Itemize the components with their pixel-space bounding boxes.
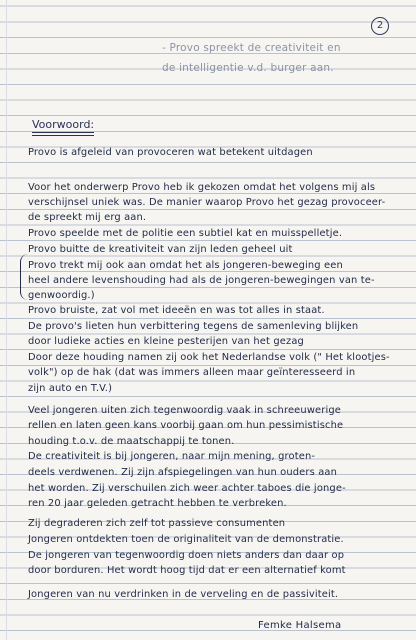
text-line: Provo is afgeleid van provoceren wat betekent uitdagen <box>28 147 313 158</box>
text-line: het worden. Zij verschuilen zich weer achter taboes die jonge- <box>28 483 346 494</box>
text-line: houding t.o.v. de maatschappij te tonen. <box>28 436 235 447</box>
text-line: Provo buitte de kreativiteit van zijn leden geheel uit <box>28 244 293 255</box>
text-line: Provo speelde met de politie een subtiel kat en muisspelletje. <box>28 228 343 239</box>
text-line: Door deze houding namen zij ook het Nederlandse volk (" Het klootjes- <box>28 352 390 363</box>
text-line: verschijnsel uniek was. De manier waarop Provo het gezag provoceer- <box>28 197 386 208</box>
page-number: 2 <box>371 17 389 35</box>
text-line: Provo trekt mij ook aan omdat het als jongeren-beweging een <box>28 260 343 271</box>
margin-line <box>6 0 7 640</box>
text-line: Zij degraderen zich zelf tot passieve consumenten <box>28 518 286 529</box>
text-line: Jongeren van nu verdrinken in de verveling en de passiviteit. <box>28 589 339 600</box>
text-line: heel andere levenshouding had als de jongeren-bewegingen van te- <box>28 275 375 286</box>
text-line: door ludieke acties en kleine pesterijen van het gezag <box>28 336 304 347</box>
text-line: volk") op de hak (dat was immers alleen maar geïnteresseerd in <box>28 367 356 378</box>
page-heading: Voorwoord: <box>32 118 95 131</box>
text-line: Provo bruiste, zat vol met ideeën en was tot alles in staat. <box>28 305 325 316</box>
text-line: ren 20 jaar geleden getracht hebben te verbreken. <box>28 498 287 509</box>
side-note-line-2: de intelligentie v.d. burger aan. <box>162 62 334 74</box>
text-line: Jongeren ontdekten toen de originaliteit van de demonstratie. <box>28 534 344 545</box>
text-line: de spreekt mij erg aan. <box>28 212 147 223</box>
text-line: rellen en laten geen kans voorbij gaan om hun pessimistische <box>28 420 344 431</box>
text-line: deels verdwenen. Zij zijn afspiegelingen van hun ouders aan <box>28 467 338 478</box>
side-note-line-1: - Provo spreekt de creativiteit en <box>162 42 341 54</box>
author-signature: Femke Halsema <box>258 620 342 631</box>
text-line: De provo's lieten hun verbittering tegens de samenleving blijken <box>28 321 359 332</box>
text-line: Voor het onderwerp Provo heb ik gekozen omdat het volgens mij als <box>28 182 376 193</box>
text-line: De creativiteit is bij jongeren, naar mijn mening, groten- <box>28 451 316 462</box>
text-line: Veel jongeren uiten zich tegenwoordig vaak in schreeuwerige <box>28 405 342 416</box>
text-line: zijn auto en T.V.) <box>28 383 113 394</box>
text-line: door borduren. Het wordt hoog tijd dat er een alternatief komt <box>28 565 346 576</box>
text-line: De jongeren van tegenwoordig doen niets anders dan daar op <box>28 550 345 561</box>
text-line: genwoordig.) <box>28 290 95 301</box>
